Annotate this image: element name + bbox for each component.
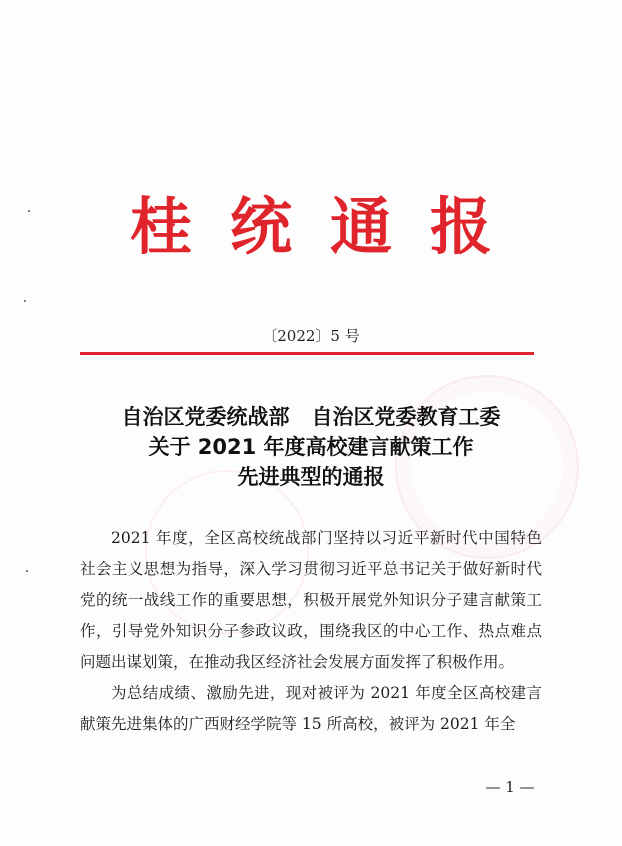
red-divider-line <box>80 352 534 355</box>
title-line: 自治区党委统战部 自治区党委教育工委 <box>121 405 501 429</box>
masthead-title: 桂统通报 <box>129 190 530 263</box>
document-title <box>0 402 622 492</box>
document-number: 〔2022〕5 号 <box>262 327 360 345</box>
page-number: — 1 — <box>485 778 535 796</box>
title-line: 先进典型的通报 <box>237 465 385 489</box>
document-body <box>80 523 542 740</box>
title-line: 关于 2021 年度高校建言献策工作 <box>148 435 474 459</box>
body-paragraph: 为总结成绩、激励先进，现对被评为 2021 年度全区高校建言献策先进集体的广西财经学院等 15 所高校，被评为 2021 年全 <box>80 684 542 733</box>
scan-speck <box>26 570 28 572</box>
body-paragraph: 2021 年度，全区高校统战部门坚持以习近平新时代中国特色社会主义思想为指导，深入学习贯彻习近平总书记关于做好新时代党的统一战线工作的重要思想，积极开展党外知识分子建言献策工作，引导党外知识分子参政议政，围绕我区的中心工作、热点难点问题出谋划策，在推动我区经济社会发展方面发挥了积极作用。 <box>80 529 542 671</box>
scan-speck <box>24 300 26 302</box>
